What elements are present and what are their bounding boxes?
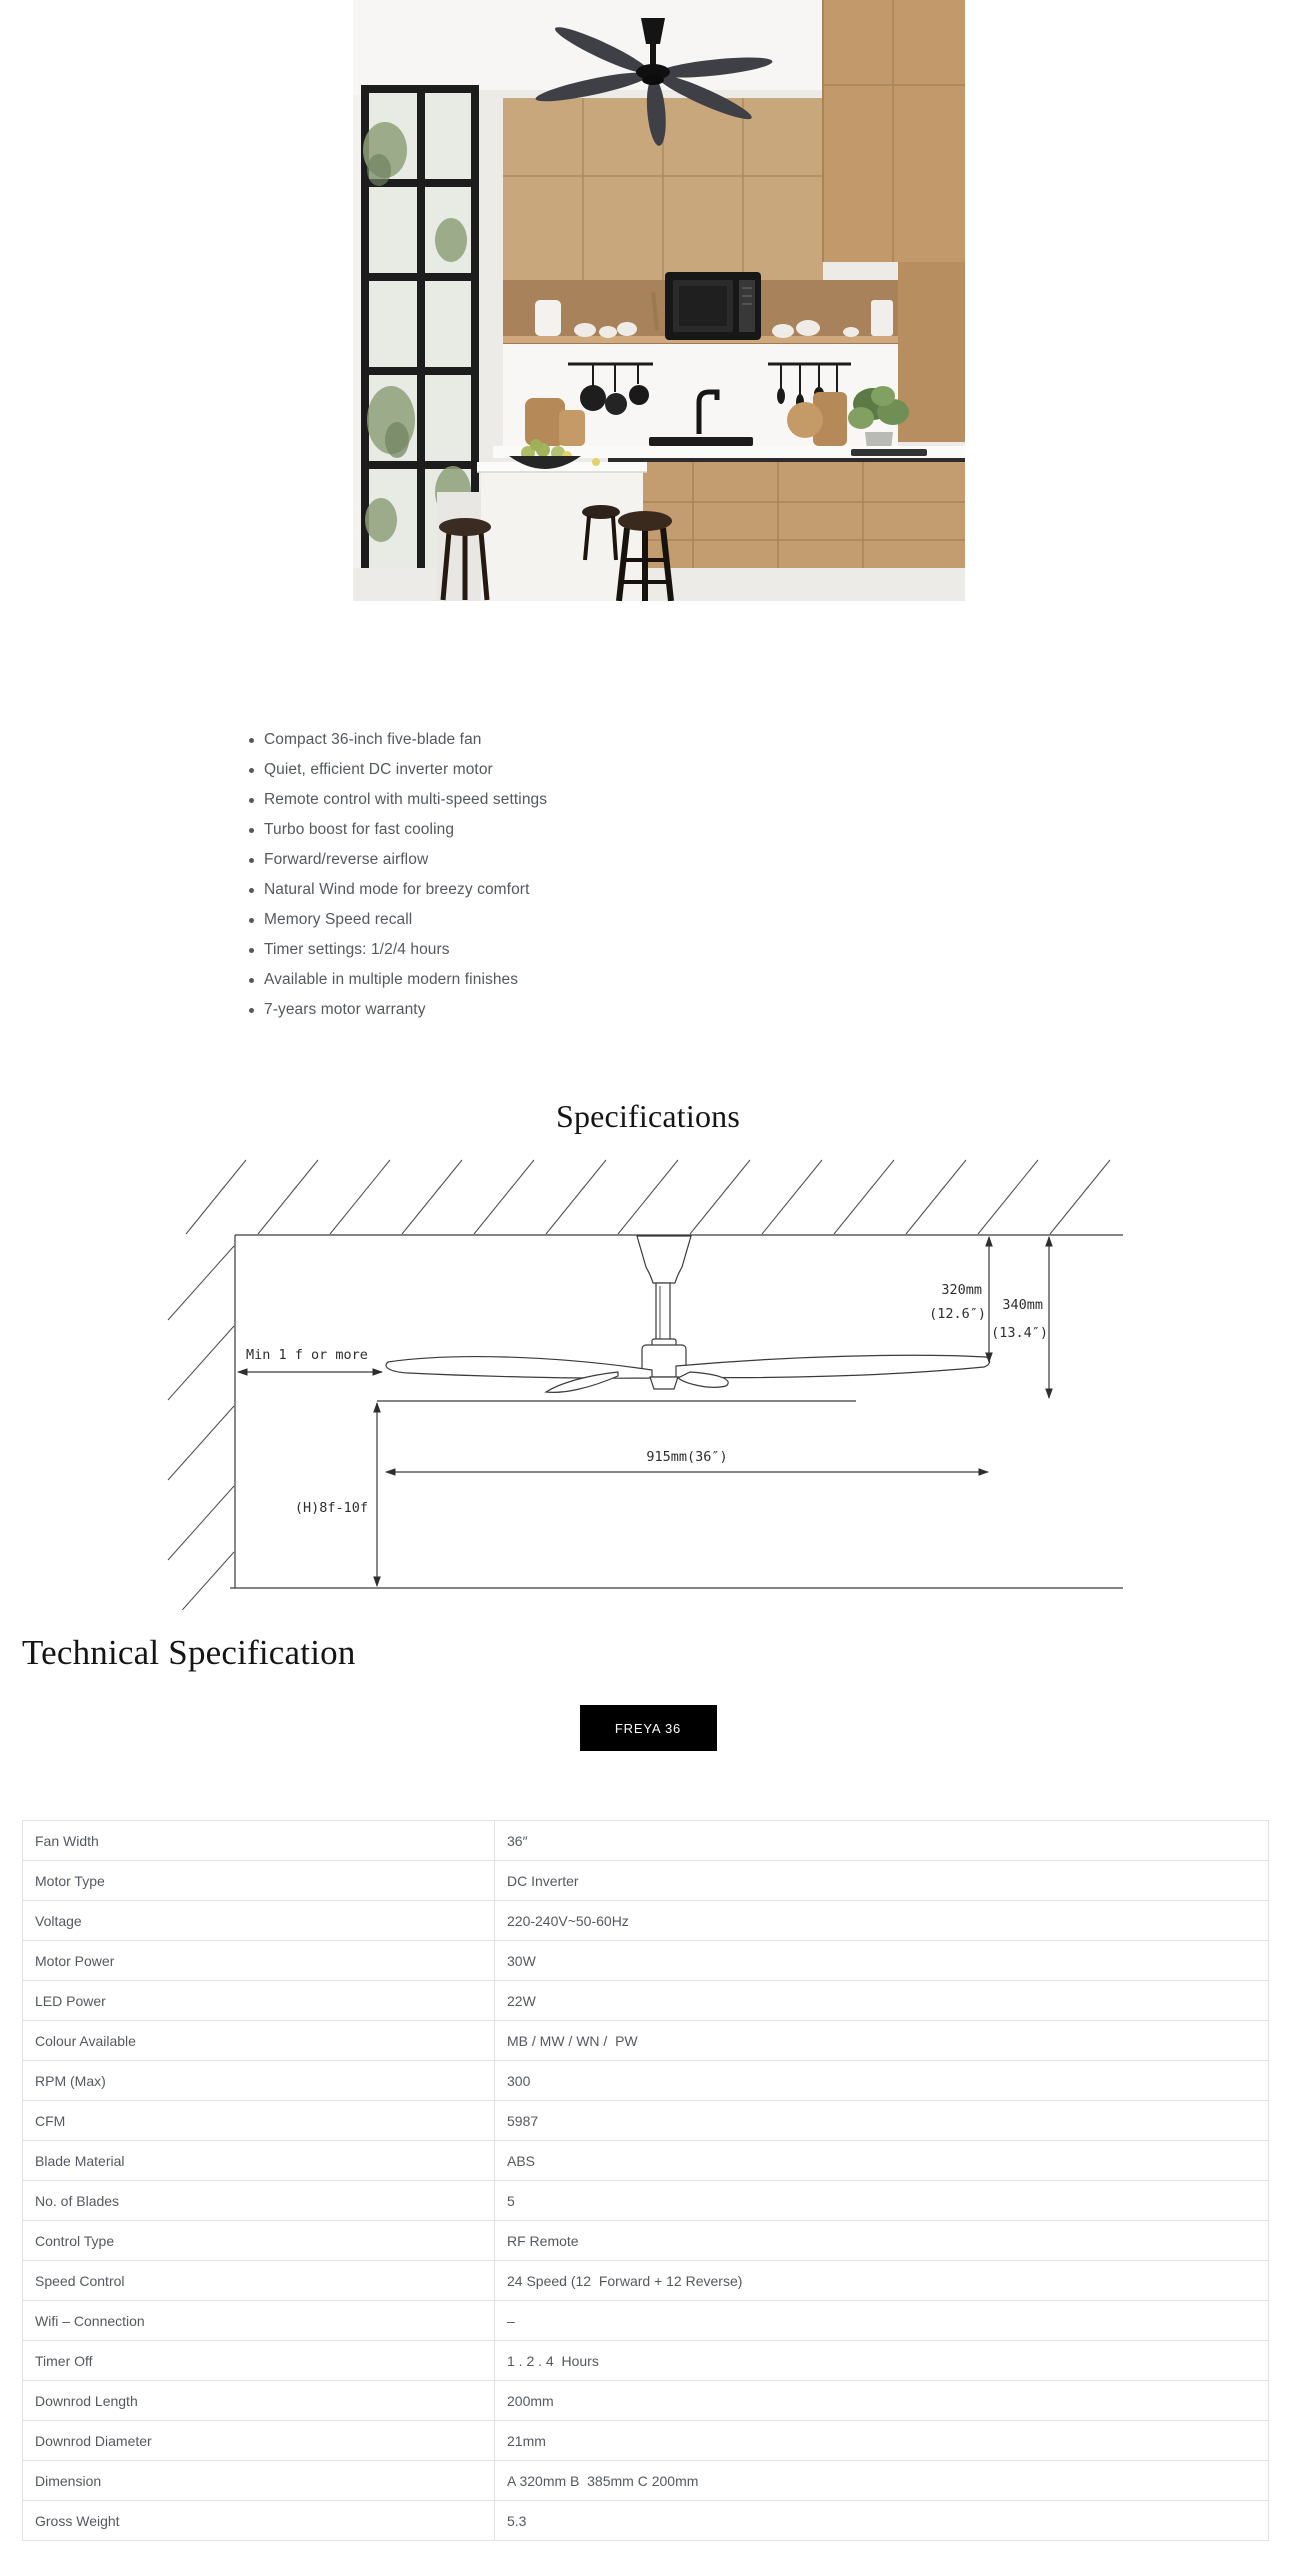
fan-drawing bbox=[386, 1236, 990, 1392]
specifications-heading: Specifications bbox=[555, 1098, 741, 1134]
table-row bbox=[23, 2261, 1269, 2301]
spec-label: Dimension bbox=[23, 2461, 495, 2501]
backsplash bbox=[503, 344, 898, 446]
white-jug bbox=[535, 300, 561, 336]
spec-label: Motor Type bbox=[23, 1861, 495, 1901]
feature-item: Compact 36-inch five-blade fan bbox=[248, 725, 1296, 755]
table-row bbox=[23, 2381, 1269, 2421]
spec-value: MB / MW / WN / PW bbox=[495, 2021, 1269, 2061]
spec-label: Motor Power bbox=[23, 1941, 495, 1981]
table-row bbox=[23, 1821, 1269, 1861]
table-row bbox=[23, 2341, 1269, 2381]
min-clearance-label: Min 1 f or more bbox=[246, 1347, 368, 1363]
feature-item: Remote control with multi-speed settings bbox=[248, 785, 1296, 815]
spec-value: RF Remote bbox=[495, 2221, 1269, 2261]
table-row bbox=[23, 2461, 1269, 2501]
spec-value: 5987 bbox=[495, 2101, 1269, 2141]
spec-value: A 320mm B 385mm C 200mm bbox=[495, 2461, 1269, 2501]
wall-hatch bbox=[168, 1246, 234, 1610]
table-row bbox=[23, 2061, 1269, 2101]
feature-item: Forward/reverse airflow bbox=[248, 845, 1296, 875]
spec-label: Control Type bbox=[23, 2221, 495, 2261]
table-row bbox=[23, 1861, 1269, 1901]
table-row bbox=[23, 2421, 1269, 2461]
spec-value: 24 Speed (12 Forward + 12 Reverse) bbox=[495, 2261, 1269, 2301]
spec-label: Speed Control bbox=[23, 2261, 495, 2301]
gas-cooktop bbox=[649, 437, 753, 446]
spec-label: Colour Available bbox=[23, 2021, 495, 2061]
spec-label: Downrod Length bbox=[23, 2381, 495, 2421]
dimensions-diagram bbox=[150, 1148, 1130, 1610]
spec-label: LED Power bbox=[23, 1981, 495, 2021]
open-shelf bbox=[503, 272, 898, 344]
spec-value: 200mm bbox=[495, 2381, 1269, 2421]
hero-image bbox=[353, 0, 965, 601]
spec-value: – bbox=[495, 2301, 1269, 2341]
drop-320-in-label: (12.6″) bbox=[929, 1306, 986, 1322]
spec-label: Wifi – Connection bbox=[23, 2301, 495, 2341]
spec-label: RPM (Max) bbox=[23, 2061, 495, 2101]
spec-value: 36″ bbox=[495, 1821, 1269, 1861]
feature-item: Available in multiple modern finishes bbox=[248, 965, 1296, 995]
table-row bbox=[23, 2301, 1269, 2341]
table-row bbox=[23, 2501, 1269, 2541]
kitchen-photo-illustration bbox=[353, 0, 965, 601]
feature-item: Natural Wind mode for breezy comfort bbox=[248, 875, 1296, 905]
table-row bbox=[23, 2181, 1269, 2221]
spec-label: No. of Blades bbox=[23, 2181, 495, 2221]
badge-row bbox=[0, 1705, 1296, 1751]
spec-value: 5.3 bbox=[495, 2501, 1269, 2541]
model-badge-freya-36[interactable]: FREYA 36 bbox=[580, 1705, 717, 1751]
fan-width-label: 915mm(36″) bbox=[646, 1449, 728, 1465]
spec-label: Fan Width bbox=[23, 1821, 495, 1861]
technical-specification-heading: Technical Specification bbox=[22, 1633, 356, 1672]
sink bbox=[851, 449, 927, 456]
drop-340-mm-label: 340mm bbox=[1002, 1297, 1043, 1313]
canister bbox=[871, 300, 893, 336]
table-row bbox=[23, 2021, 1269, 2061]
spec-label: Gross Weight bbox=[23, 2501, 495, 2541]
table-row bbox=[23, 1981, 1269, 2021]
feature-item: 7-years motor warranty bbox=[248, 995, 1296, 1025]
spec-value: 21mm bbox=[495, 2421, 1269, 2461]
features-list bbox=[248, 725, 1296, 1025]
spec-table-body bbox=[23, 1821, 1269, 2541]
spec-value: 300 bbox=[495, 2061, 1269, 2101]
drop-320-mm-label: 320mm bbox=[941, 1282, 982, 1298]
spec-label: Downrod Diameter bbox=[23, 2421, 495, 2461]
drop-340-in-label: (13.4″) bbox=[991, 1325, 1048, 1341]
spec-label: Timer Off bbox=[23, 2341, 495, 2381]
spec-value: 1 . 2 . 4 Hours bbox=[495, 2341, 1269, 2381]
table-row bbox=[23, 2101, 1269, 2141]
spec-value: 22W bbox=[495, 1981, 1269, 2021]
spec-value: DC Inverter bbox=[495, 1861, 1269, 1901]
feature-item: Timer settings: 1/2/4 hours bbox=[248, 935, 1296, 965]
spec-label: Blade Material bbox=[23, 2141, 495, 2181]
microwave bbox=[665, 272, 761, 340]
spec-value: ABS bbox=[495, 2141, 1269, 2181]
ceiling-hatch bbox=[186, 1160, 1110, 1234]
mount-height-label: (H)8f-10f bbox=[294, 1500, 368, 1516]
feature-item: Turbo boost for fast cooling bbox=[248, 815, 1296, 845]
feature-item: Quiet, efficient DC inverter motor bbox=[248, 755, 1296, 785]
table-row bbox=[23, 1941, 1269, 1981]
table-row bbox=[23, 2141, 1269, 2181]
spec-value: 5 bbox=[495, 2181, 1269, 2221]
spec-value: 30W bbox=[495, 1941, 1269, 1981]
spec-label: CFM bbox=[23, 2101, 495, 2141]
table-row bbox=[23, 1901, 1269, 1941]
spec-value: 220-240V~50-60Hz bbox=[495, 1901, 1269, 1941]
spec-label: Voltage bbox=[23, 1901, 495, 1941]
feature-item: Memory Speed recall bbox=[248, 905, 1296, 935]
spec-table bbox=[22, 1820, 1269, 2541]
table-row bbox=[23, 2221, 1269, 2261]
